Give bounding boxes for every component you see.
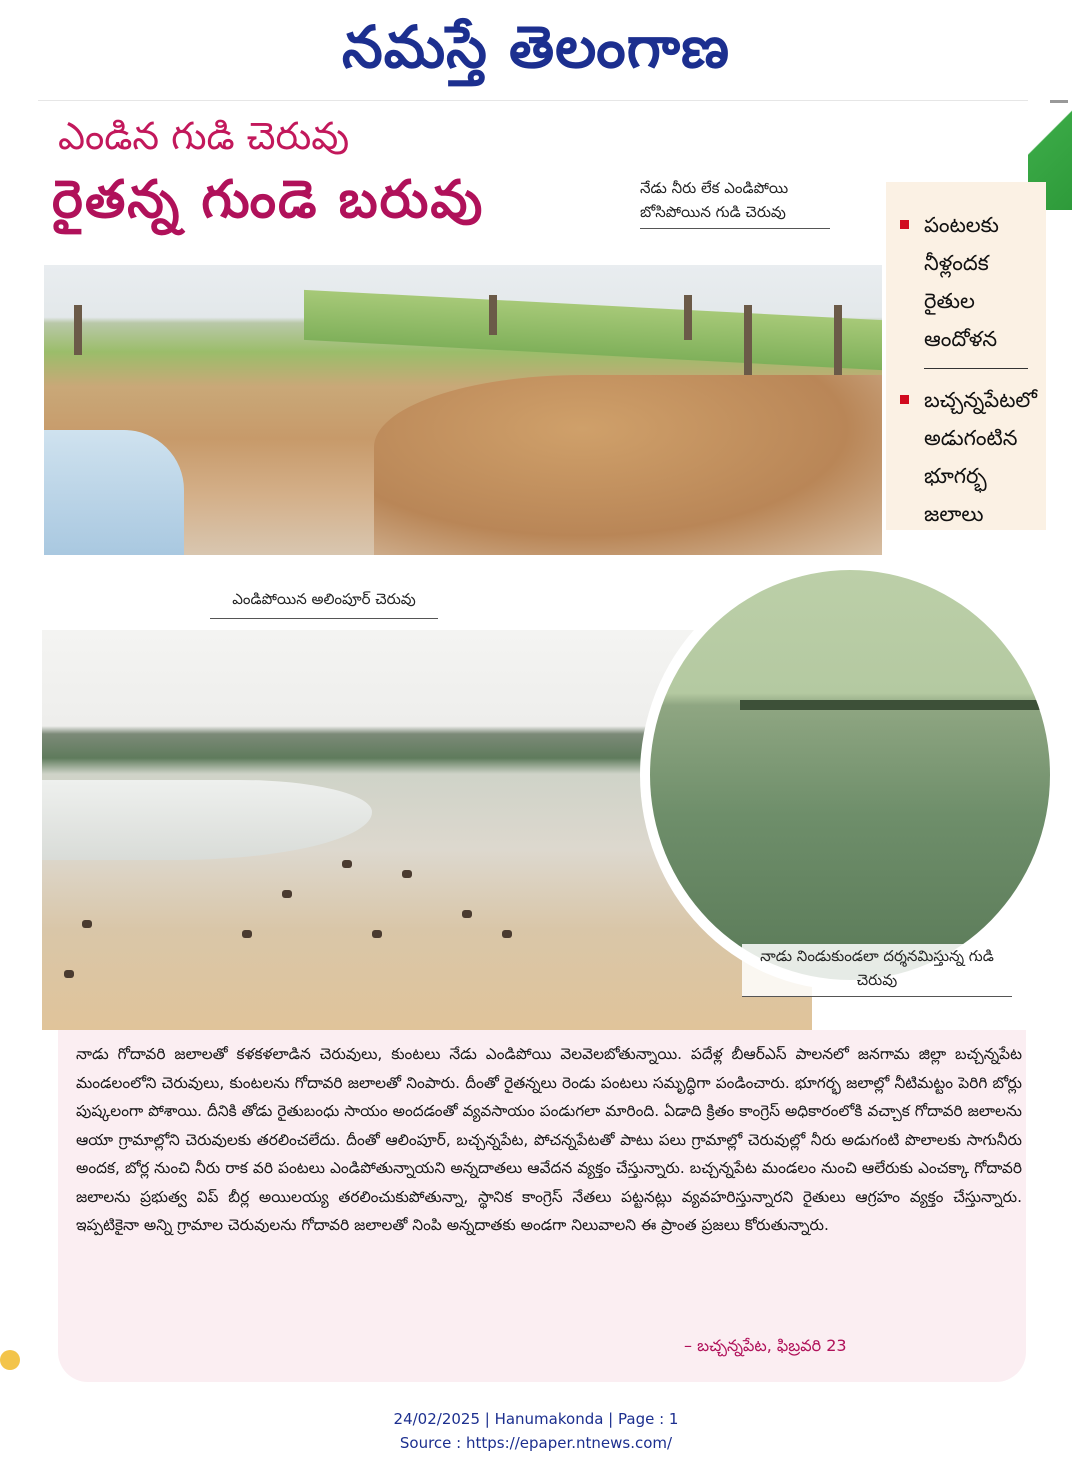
- photo-goat: [342, 860, 352, 868]
- decorative-dot: [0, 1350, 20, 1370]
- highlight-item: [900, 381, 1038, 533]
- article-body: నాడు గోదావరి జలాలతో కళకళలాడిన చెరువులు, కుంటలు నేడు ఎండిపోయి వెలవెలబోతున్నాయి. పదేళ్ల బీఆర్ఎస్ పాలనలో జనగామ జిల్లా బచ్చన్నపేట మండలంలోని చెరువులు, కుంటలను గోదావరి జలాలతో నింపారు. దీంతో రైతన్నలు రెండు పంటలు సమృద్ధిగా పండించారు. భూగర్భ జలాల్లో నీటిమట్టం పెరిగి బోర్లు పుష్కలంగా పోశాయి. దీనికి తోడు రైతుబంధు సాయం అందడంతో వ్యవసాయం పండుగలా మారింది. ఏడాది క్రితం కాంగ్రెస్ అధికారంలోకి వచ్చాక గోదావరి జలాలను ఆయా గ్రామాల్లోని చెరువులకు తరలించలేదు. దీంతో ఆలింపూర్, బచ్చన్నపేట, పోచన్నపేటతో పాటు పలు గ్రామాల్లో చెరువుల్లో నీరు అడుగంటి పొలాలకు సాగునీరు అందక, బోర్ల నుంచి నీరు రాక వరి పంటలు ఎండిపోతున్నాయని అన్నదాతలు ఆవేదన వ్యక్తం చేస్తున్నారు. బచ్చన్నపేట మండలం నుంచి ఆలేరుకు ఎంచక్కా గోదావరి జలాలను ప్రభుత్వ విప్ బీర్ల అయిలయ్య తరలించుకుపోతున్నా, స్థానిక కాంగ్రెస్ నేతలు పట్టనట్లు వ్యవహరిస్తున్నారని రైతులు ఆగ్రహం వ్యక్తం చేస్తున్నారు. ఇప్పటికైనా అన్ని గ్రామాల చెరువులను గోదావరి జలాలతో నింపి అన్నదాతకు అండగా నిలువాలని ఈ ప్రాంత ప్రజలు కోరుతున్నారు.: [76, 1045, 1022, 1234]
- photo-tree: [744, 305, 752, 375]
- photo-goat: [462, 910, 472, 918]
- caption-circle-photo: నాడు నిండుకుండలా దర్శనమిస్తున్న గుడి చెరువు: [742, 944, 1012, 997]
- photo-goat: [502, 930, 512, 938]
- photo-goat: [242, 930, 252, 938]
- corner-mark: [1050, 100, 1068, 103]
- caption-top-photo: నేడు నీరు లేక ఎండిపోయి బోసిపోయిన గుడి చెరువు: [640, 176, 830, 229]
- article-headline: రైతన్న గుండె బరువు: [52, 170, 485, 230]
- bullet-icon: [900, 220, 909, 229]
- photo-tree: [684, 295, 692, 340]
- photo-full-tank-circle: [640, 560, 1052, 990]
- article-kicker: ఎండిన గుడి చెరువు: [58, 114, 350, 158]
- photo-goat: [402, 870, 412, 878]
- highlight-item: [900, 206, 1034, 358]
- highlight-text: బచ్చన్నపేటలో అడుగంటిన భూగర్భ జలాలు: [924, 388, 1038, 526]
- article-dateline: – బచ్చన్నపేట, ఫిబ్రవరి 23: [684, 1336, 847, 1355]
- newspaper-masthead: నమస్తే తెలంగాణ: [342, 13, 730, 81]
- photo-far-shore: [740, 700, 1050, 710]
- photo-dried-tank: [44, 265, 882, 555]
- footer-date-edition: 24/02/2025 | Hanumakonda | Page : 1: [393, 1410, 679, 1428]
- photo-green-field: [304, 290, 882, 370]
- photo-tree: [74, 305, 82, 355]
- highlights-box: [886, 182, 1046, 530]
- highlight-text: పంటలకు నీళ్లందక రైతుల ఆందోళన: [924, 213, 999, 351]
- footer-source-link[interactable]: Source : https://epaper.ntnews.com/: [399, 1434, 673, 1452]
- highlight-divider: [924, 368, 1028, 369]
- photo-goat: [82, 920, 92, 928]
- photo-lake-remnant: [42, 780, 372, 860]
- photo-goat: [64, 970, 74, 978]
- photo-earth-mound: [374, 375, 882, 555]
- photo-goat: [372, 930, 382, 938]
- photo-tree: [834, 305, 842, 375]
- caption-middle-photo: ఎండిపోయిన అలింపూర్ చెరువు: [210, 590, 438, 619]
- bullet-icon: [900, 395, 909, 404]
- photo-water-patch: [44, 430, 184, 555]
- photo-full-tank: [650, 570, 1050, 980]
- photo-goat: [282, 890, 292, 898]
- photo-tree: [489, 295, 497, 335]
